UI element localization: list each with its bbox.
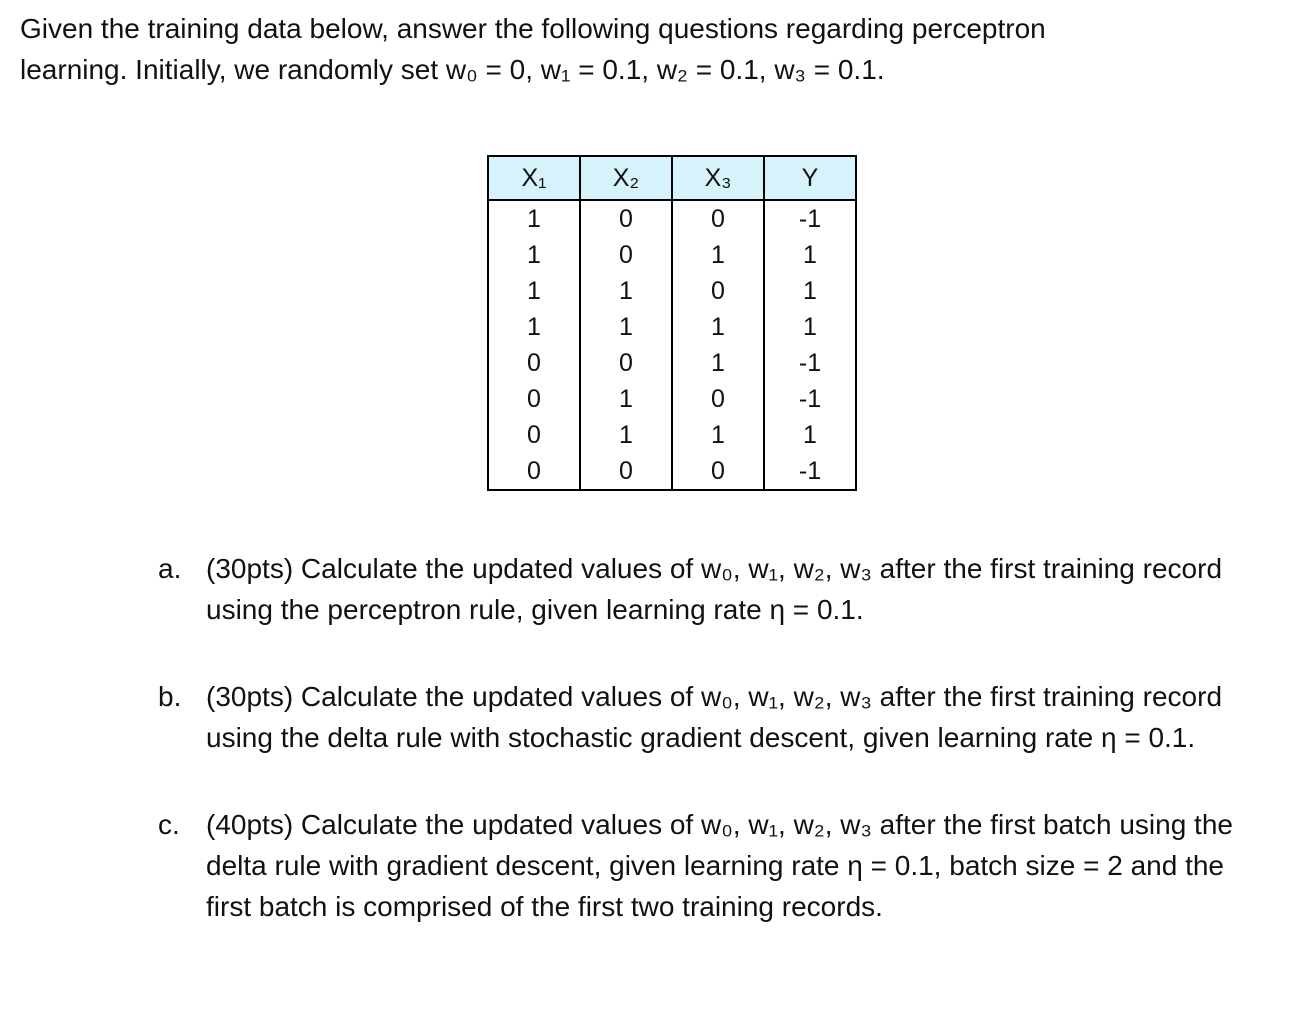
- cell-x3: 1: [672, 345, 764, 381]
- cell-x2: 1: [580, 309, 672, 345]
- training-data-table: [487, 155, 857, 491]
- cell-y: -1: [764, 381, 856, 417]
- table-row: [488, 345, 856, 381]
- question-a: [158, 548, 1258, 630]
- question-marker: c.: [158, 809, 180, 840]
- intro-line-2: learning. Initially, we randomly set w₀ = 0, w₁ = 0.1, w₂ = 0.1, w₃ = 0.1.: [20, 54, 885, 85]
- table-row: [488, 381, 856, 417]
- cell-y: 1: [764, 237, 856, 273]
- cell-x1: 1: [488, 273, 580, 309]
- table-row: [488, 200, 856, 237]
- question-c: [158, 804, 1258, 927]
- cell-x1: 1: [488, 309, 580, 345]
- cell-x1: 0: [488, 453, 580, 490]
- header-y: Y: [764, 156, 856, 200]
- cell-y: 1: [764, 309, 856, 345]
- cell-x2: 0: [580, 453, 672, 490]
- cell-x3: 1: [672, 237, 764, 273]
- cell-x3: 1: [672, 309, 764, 345]
- cell-x2: 1: [580, 273, 672, 309]
- cell-x2: 0: [580, 237, 672, 273]
- cell-y: 1: [764, 273, 856, 309]
- cell-y: -1: [764, 453, 856, 490]
- table-header-row: [488, 156, 856, 200]
- question-list: [158, 548, 1258, 973]
- cell-x3: 0: [672, 200, 764, 237]
- cell-y: -1: [764, 345, 856, 381]
- table-row: [488, 453, 856, 490]
- cell-x2: 0: [580, 200, 672, 237]
- cell-y: 1: [764, 417, 856, 453]
- cell-x1: 0: [488, 381, 580, 417]
- cell-x3: 0: [672, 273, 764, 309]
- table-row: [488, 237, 856, 273]
- cell-x3: 0: [672, 453, 764, 490]
- cell-x1: 1: [488, 200, 580, 237]
- cell-x3: 1: [672, 417, 764, 453]
- cell-x1: 1: [488, 237, 580, 273]
- table-row: [488, 309, 856, 345]
- question-marker: a.: [158, 553, 182, 584]
- table-row: [488, 273, 856, 309]
- cell-x1: 0: [488, 345, 580, 381]
- header-x2: X₂: [580, 156, 672, 200]
- header-x3: X₃: [672, 156, 764, 200]
- question-text: (40pts) Calculate the updated values of w₀, w₁, w₂, w₃ after the first batch using the delta rule with gradient descent, given learning rate η = 0.1, batch size = 2 and the first batch is comprised of the first two training records.: [206, 809, 1233, 922]
- question-marker: b.: [158, 681, 182, 712]
- table-row: [488, 417, 856, 453]
- cell-y: -1: [764, 200, 856, 237]
- cell-x3: 0: [672, 381, 764, 417]
- question-text: (30pts) Calculate the updated values of w₀, w₁, w₂, w₃ after the first training record using the perceptron rule, given learning rate η = 0.1.: [206, 553, 1223, 625]
- cell-x2: 1: [580, 381, 672, 417]
- cell-x2: 1: [580, 417, 672, 453]
- cell-x1: 0: [488, 417, 580, 453]
- cell-x2: 0: [580, 345, 672, 381]
- question-b: [158, 676, 1258, 758]
- question-text: (30pts) Calculate the updated values of w₀, w₁, w₂, w₃ after the first training record using the delta rule with stochastic gradient descent, given learning rate η = 0.1.: [206, 681, 1223, 753]
- header-x1: X₁: [488, 156, 580, 200]
- intro-line-1: Given the training data below, answer the following questions regarding perceptron: [20, 13, 1046, 44]
- intro-paragraph: [20, 8, 1270, 90]
